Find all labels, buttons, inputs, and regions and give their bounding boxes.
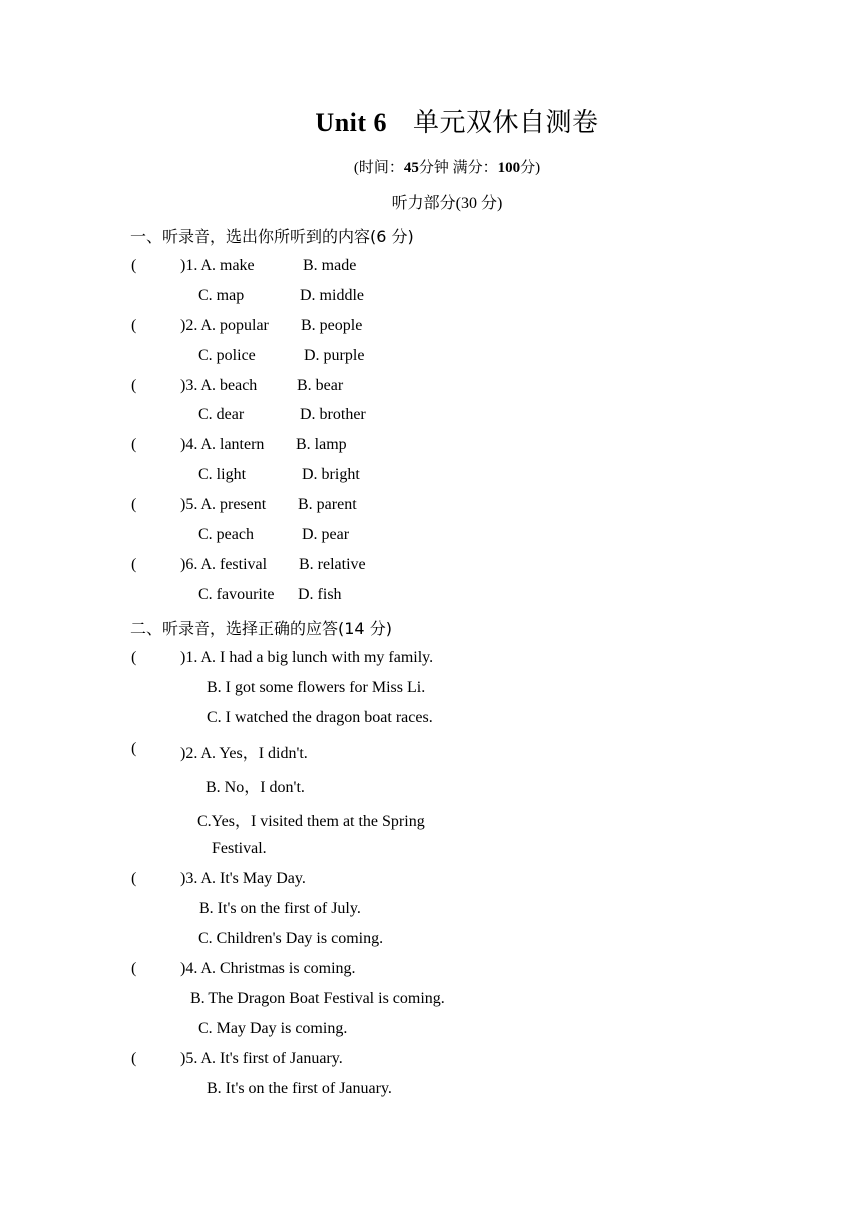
page-title — [0, 102, 860, 139]
s1-q6-c: C. favourite — [198, 586, 275, 603]
s1-q3-d: D. brother — [300, 406, 366, 423]
s1-q3-c: C. dear — [198, 406, 245, 423]
s2-q4-c: C. May Day is coming. — [198, 1020, 348, 1037]
answer-paren: ( — [131, 740, 137, 757]
s2-q3-b: B. It's on the first of July. — [199, 900, 361, 917]
s1-q6: )6. A. festival — [180, 556, 268, 573]
s1-q3: )3. A. beach — [180, 377, 258, 394]
exam-meta — [0, 156, 860, 177]
answer-paren: ( — [131, 496, 137, 513]
section1-heading: 一、听录音，选出你所听到的内容(6 分) — [130, 227, 414, 246]
s2-q5: )5. A. It's first of January. — [180, 1050, 343, 1067]
s1-q2: )2. A. popular — [180, 317, 269, 334]
answer-paren: ( — [131, 1050, 137, 1067]
s1-q5-b: B. parent — [298, 496, 357, 513]
s2-q4: )4. A. Christmas is coming. — [180, 960, 356, 977]
s2-q2-c: C.Yes，I visited them at the Spring — [197, 813, 425, 830]
s1-q4-d: D. bright — [302, 466, 360, 483]
answer-paren: ( — [131, 870, 137, 887]
section2-heading: 二、听录音，选择正确的应答(14 分) — [130, 619, 392, 638]
s1-q5-c: C. peach — [198, 526, 254, 543]
answer-paren: ( — [131, 257, 137, 274]
meta-score-unit: 分) — [520, 160, 541, 176]
s2-q1-c: C. I watched the dragon boat races. — [207, 709, 433, 726]
s2-q3-c: C. Children's Day is coming. — [198, 930, 384, 947]
meta-score-value: 100 — [497, 160, 521, 176]
meta-open: (时间： — [353, 160, 404, 176]
s1-q2-b: B. people — [301, 317, 363, 334]
s1-q3-b: B. bear — [297, 377, 344, 394]
s1-q4-b: B. lamp — [296, 436, 347, 453]
answer-paren: ( — [131, 556, 137, 573]
s1-q1-b: B. made — [303, 257, 357, 274]
answer-paren: ( — [131, 649, 137, 666]
s1-q6-b: B. relative — [299, 556, 366, 573]
s2-q4-b: B. The Dragon Boat Festival is coming. — [190, 990, 445, 1007]
s1-q2-c: C. police — [198, 347, 256, 364]
s1-q1: )1. A. make — [180, 257, 255, 274]
s2-q1: )1. A. I had a big lunch with my family. — [180, 649, 434, 666]
meta-time-unit: 分钟 满分： — [418, 160, 498, 176]
s1-q1-c: C. map — [198, 287, 245, 304]
s2-q3: )3. A. It's May Day. — [180, 870, 306, 887]
answer-paren: ( — [131, 377, 137, 394]
s1-q4-c: C. light — [198, 466, 247, 483]
title-unit: Unit 6 — [315, 108, 388, 137]
meta-time-value: 45 — [403, 160, 419, 176]
s2-q5-b: B. It's on the first of January. — [207, 1080, 392, 1097]
s1-q2-d: D. purple — [304, 347, 365, 364]
answer-paren: ( — [131, 960, 137, 977]
s1-q5-d: D. pear — [302, 526, 350, 543]
answer-paren: ( — [131, 436, 137, 453]
s1-q1-d: D. middle — [300, 287, 364, 304]
s2-q2: )2. A. Yes，I didn't. — [180, 745, 308, 762]
s1-q5: )5. A. present — [180, 496, 267, 513]
s2-q1-b: B. I got some flowers for Miss Li. — [207, 679, 426, 696]
s2-q2-b: B. No，I don't. — [206, 779, 305, 796]
title-name: 单元双休自测卷 — [413, 108, 599, 138]
answer-paren: ( — [131, 317, 137, 334]
s1-q4: )4. A. lantern — [180, 436, 265, 453]
s1-q6-d: D. fish — [298, 586, 342, 603]
s2-q2-c-cont: Festival. — [212, 840, 267, 857]
part-label: 听力部分(30 分) — [391, 195, 503, 212]
